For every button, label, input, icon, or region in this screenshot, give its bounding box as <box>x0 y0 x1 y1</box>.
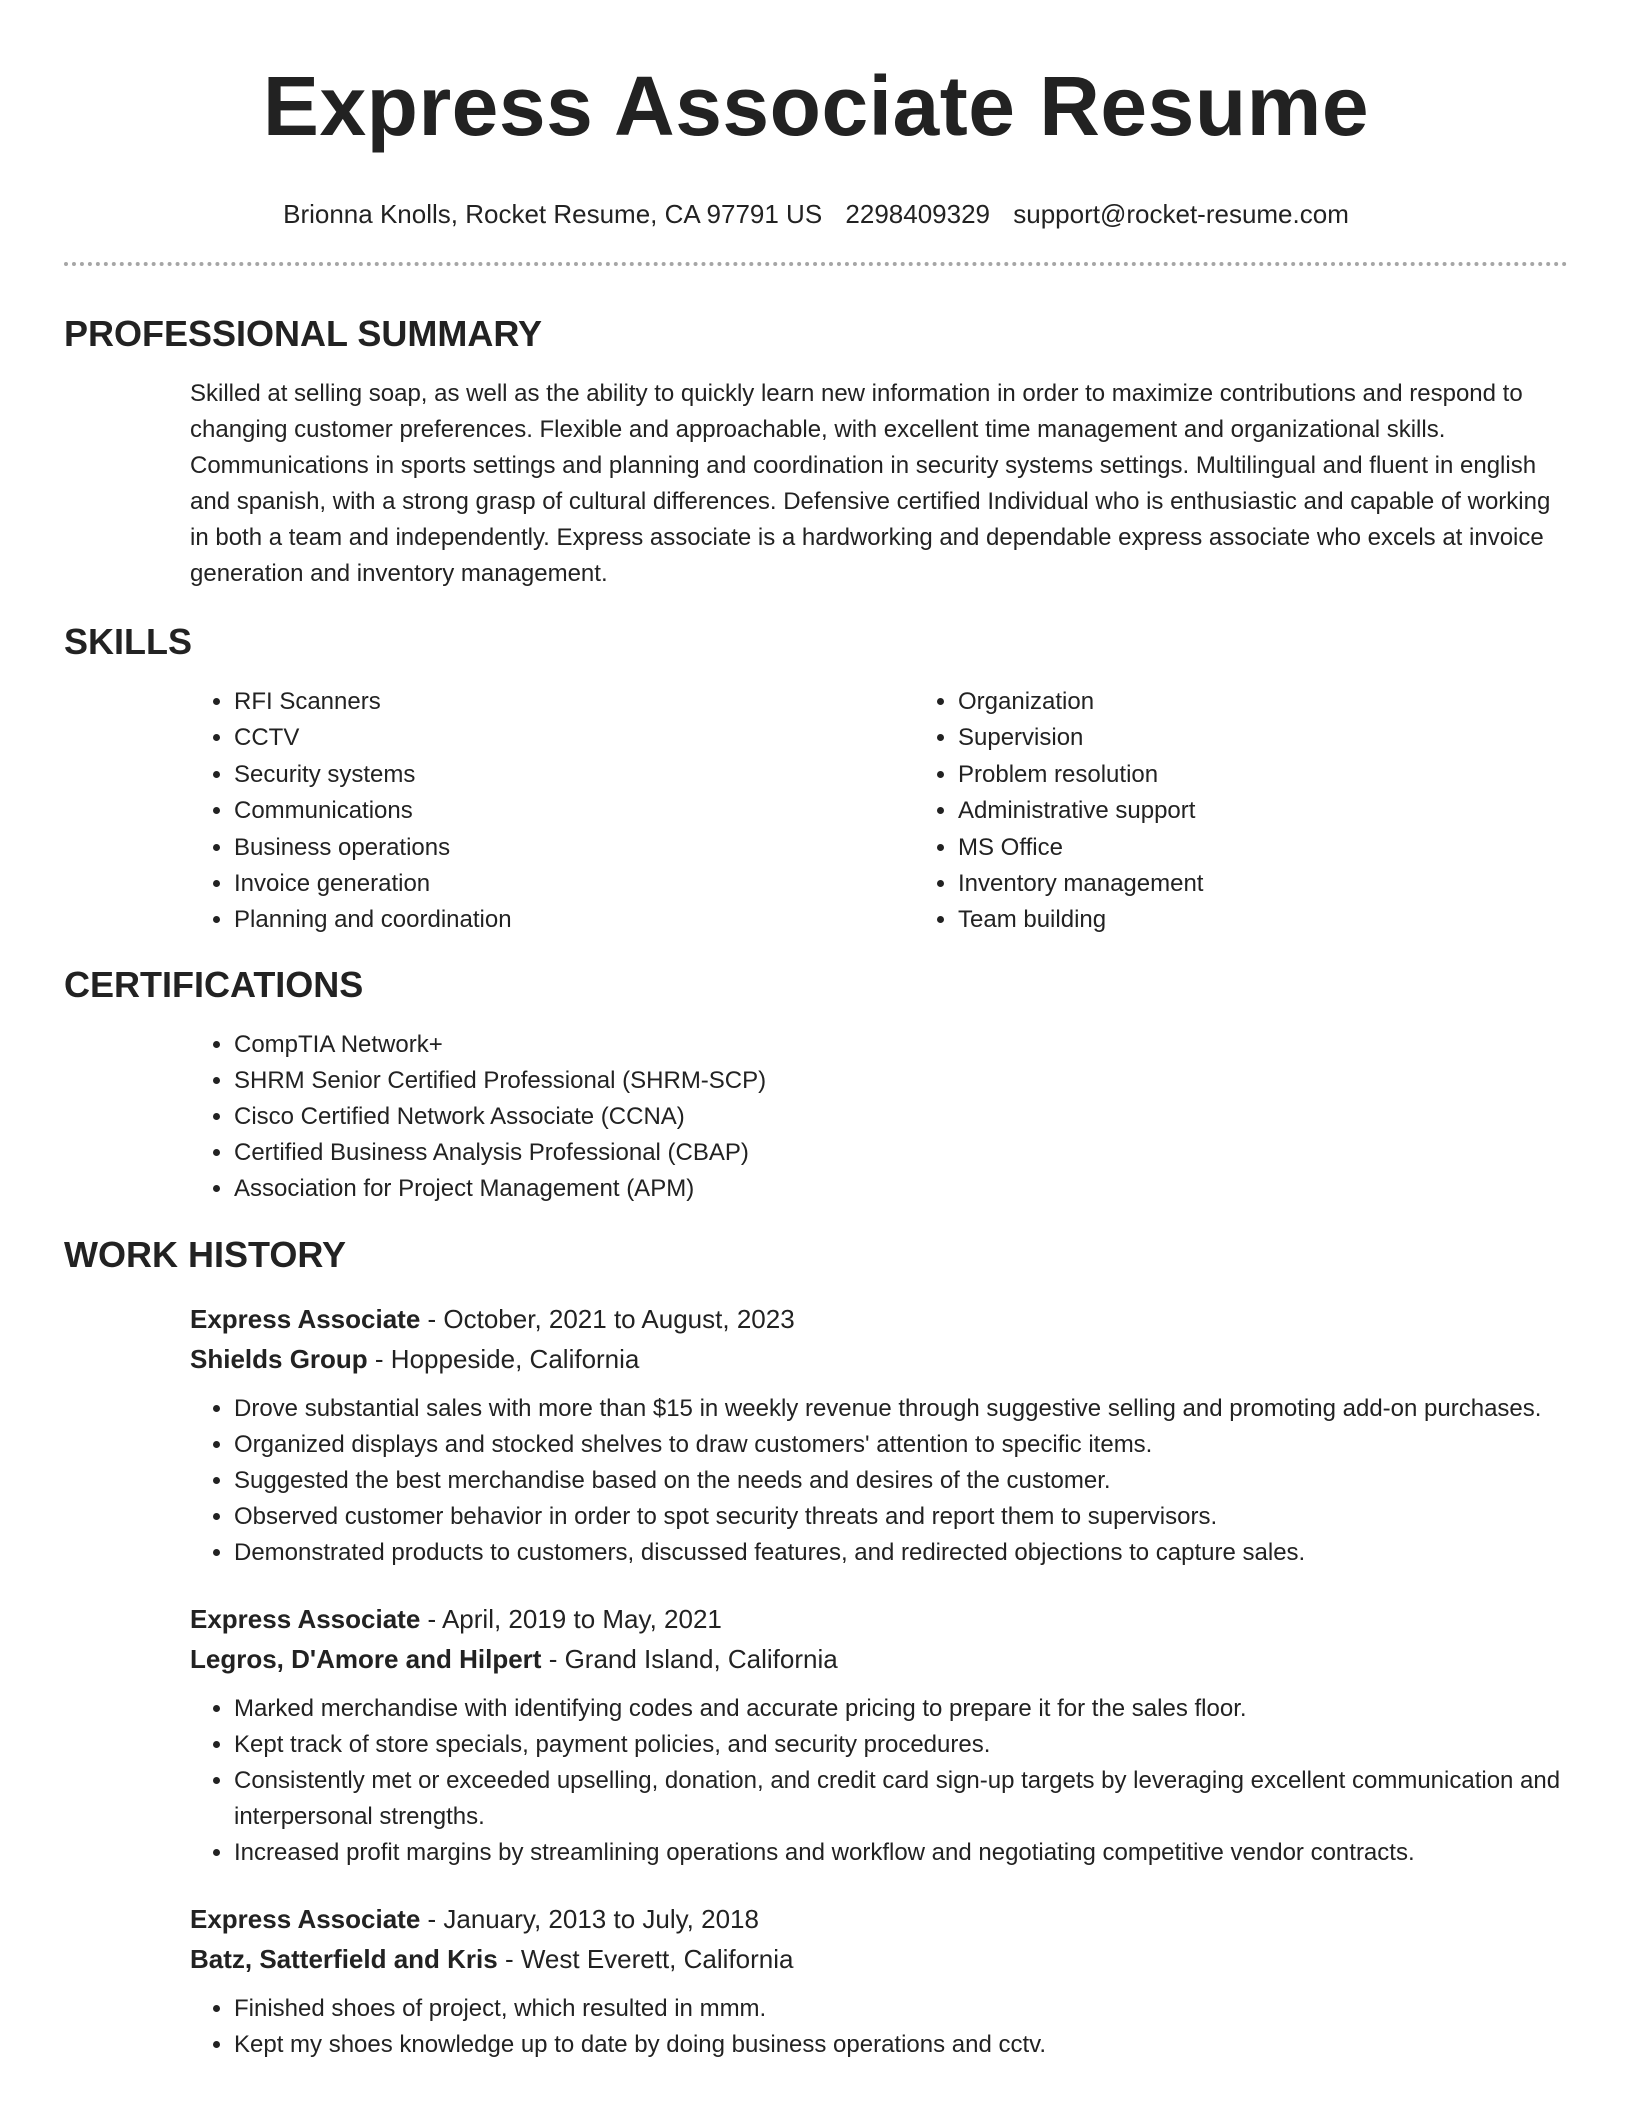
certification-item: • Certified Business Analysis Professional (CBAP) <box>234 1135 1568 1171</box>
job-bullet: • Marked merchandise with identifying codes and accurate pricing to prepare it for the sales floor. <box>234 1691 1568 1727</box>
section-heading: CERTIFICATIONS <box>64 963 364 1005</box>
job-entry <box>190 1299 1568 1571</box>
job-bullet: • Kept my shoes knowledge up to date by doing business operations and cctv. <box>234 2027 1568 2063</box>
job-bullets <box>190 1991 1568 2063</box>
section-heading: SKILLS <box>64 621 193 662</box>
header-divider <box>64 262 1568 266</box>
skill-item: • MS Office <box>958 830 1558 866</box>
skill-item: • Organization <box>958 684 1558 720</box>
skill-item: • Problem resolution <box>958 757 1558 793</box>
job-company-line <box>190 1339 1568 1379</box>
job-title-line <box>190 1599 1568 1639</box>
job-dates: - April, 2019 to May, 2021 <box>420 1603 722 1634</box>
job-location: - Hoppeside, California <box>367 1343 640 1374</box>
skills-section <box>64 620 1568 939</box>
job-title-line <box>190 1299 1568 1339</box>
skill-item: • Planning and coordination <box>234 902 914 938</box>
job-bullet: • Suggested the best merchandise based on the needs and desires of the customer. <box>234 1463 1568 1499</box>
certification-item: • CompTIA Network+ <box>234 1027 1568 1063</box>
skill-item: • Inventory management <box>958 866 1558 902</box>
job-entry <box>190 1899 1568 2063</box>
job-location: - West Everett, California <box>497 1943 794 1974</box>
certification-item: • Cisco Certified Network Associate (CCNA) <box>234 1099 1568 1135</box>
job-company: Shields Group <box>190 1343 368 1374</box>
work-history-section <box>64 1233 1568 2063</box>
skills-columns <box>190 684 1568 939</box>
job-bullets <box>190 1391 1568 1571</box>
skill-item: • RFI Scanners <box>234 684 914 720</box>
skill-item: • Business operations <box>234 830 914 866</box>
job-bullets <box>190 1691 1568 1871</box>
skill-item: • Administrative support <box>958 793 1558 829</box>
job-bullet: • Drove substantial sales with more than $15 in weekly revenue through suggestive selling and promoting add-on purchases. <box>234 1391 1568 1427</box>
job-company-line <box>190 1639 1568 1679</box>
section-heading: PROFESSIONAL SUMMARY <box>64 313 543 354</box>
job-bullet: • Organized displays and stocked shelves to draw customers' attention to specific items. <box>234 1427 1568 1463</box>
certifications-section <box>64 963 1568 1207</box>
contact-address: Brionna Knolls, Rocket Resume, CA 97791 US <box>283 199 823 229</box>
certification-item: • SHRM Senior Certified Professional (SHRM-SCP) <box>234 1063 1568 1099</box>
job-title-line <box>190 1899 1568 1939</box>
summary-text: Skilled at selling soap, as well as the ability to quickly learn new information in order to maximize contributions and respond to changing customer preferences. Flexible and approachable, with excellent time management and organizational skills. Communications in sports settings and planning and coordination in security systems settings. Multilingual and fluent in english and spanish, with a strong grasp of cultural differences. Defensive certified Individual who is enthusiastic and capable of working in both a team and independently. Express associate is a hardworking and dependable express associate who excels at invoice generation and inventory management. <box>190 380 1551 587</box>
job-company: Batz, Satterfield and Kris <box>190 1943 498 1974</box>
skill-item: • Supervision <box>958 720 1558 756</box>
skills-list-right <box>914 684 1558 939</box>
job-bullet: • Demonstrated products to customers, discussed features, and redirected objections to capture sales. <box>234 1535 1568 1571</box>
job-bullet: • Observed customer behavior in order to spot security threats and report them to supervisors. <box>234 1499 1568 1535</box>
professional-summary-section <box>64 312 1568 592</box>
job-bullet: • Finished shoes of project, which resulted in mmm. <box>234 1991 1568 2027</box>
job-entry <box>190 1599 1568 1871</box>
job-title: Express Associate <box>190 1603 421 1634</box>
skill-item: • CCTV <box>234 720 914 756</box>
job-location: - Grand Island, California <box>541 1643 838 1674</box>
contact-email: support@rocket-resume.com <box>1013 199 1349 229</box>
contact-line <box>64 198 1568 230</box>
certification-item: • Association for Project Management (APM) <box>234 1171 1568 1207</box>
job-title: Express Associate <box>190 1903 421 1934</box>
skill-item: • Invoice generation <box>234 866 914 902</box>
job-title: Express Associate <box>190 1303 421 1334</box>
contact-phone: 2298409329 <box>845 199 991 229</box>
section-heading: WORK HISTORY <box>64 1233 347 1275</box>
job-bullet: • Consistently met or exceeded upselling, donation, and credit card sign-up targets by leveraging excellent communication and interpersonal strengths. <box>234 1763 1568 1835</box>
job-bullet: • Increased profit margins by streamlining operations and workflow and negotiating competitive vendor contracts. <box>234 1835 1568 1871</box>
job-company-line <box>190 1939 1568 1979</box>
skill-item: • Communications <box>234 793 914 829</box>
certifications-list <box>190 1027 1568 1207</box>
resume-title: Express Associate Resume <box>262 59 1370 153</box>
job-company: Legros, D'Amore and Hilpert <box>190 1643 542 1674</box>
skills-list-left <box>190 684 914 939</box>
skill-item: • Security systems <box>234 757 914 793</box>
skill-item: • Team building <box>958 902 1558 938</box>
job-bullet: • Kept track of store specials, payment policies, and security procedures. <box>234 1727 1568 1763</box>
job-dates: - October, 2021 to August, 2023 <box>420 1303 795 1334</box>
job-dates: - January, 2013 to July, 2018 <box>420 1903 759 1934</box>
